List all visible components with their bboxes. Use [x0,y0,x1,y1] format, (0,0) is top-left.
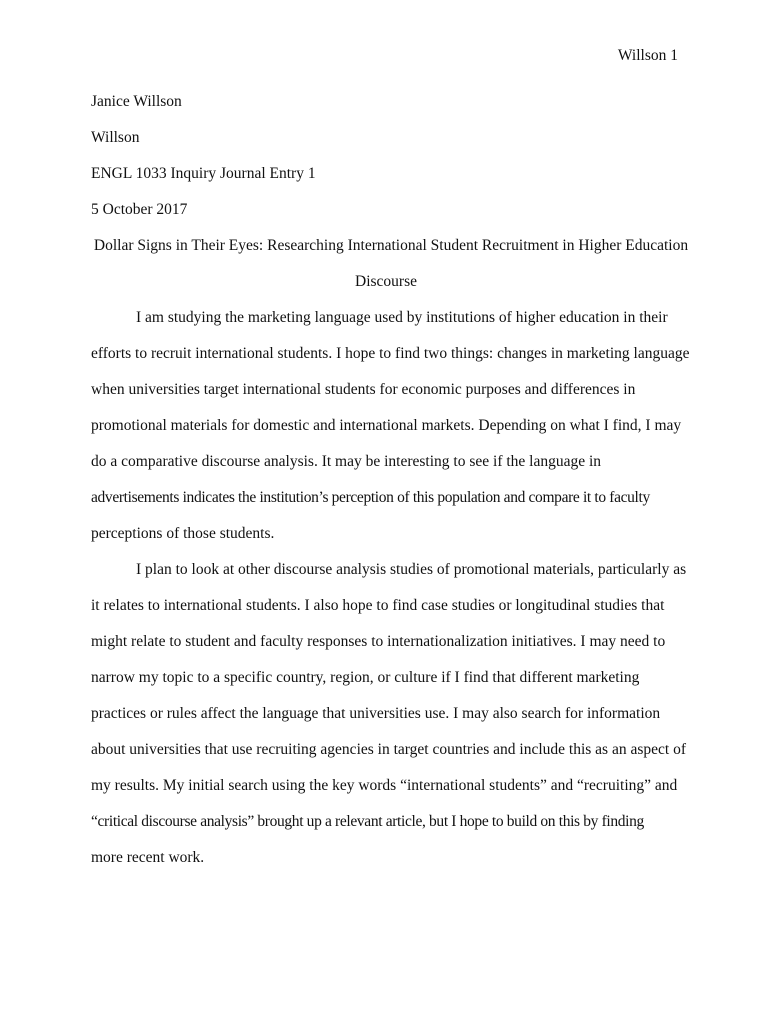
course-name: ENGL 1033 Inquiry Journal Entry 1 [91,165,316,182]
paragraph-line: advertisements indicates the institution’s perception of this population and compare it to faculty [91,489,650,506]
paragraph-line: perceptions of those students. [91,525,275,542]
paragraph-line: my results. My initial search using the key words “international students” and “recruiting” and [91,777,678,794]
running-head: Willson 1 [617,47,678,64]
document-title-line-2: Discourse [355,273,417,290]
author-name: Janice Willson [91,93,182,110]
document-body [91,84,690,876]
paragraph-line: practices or rules affect the language that universities use. I may also search for information [91,705,661,722]
paragraph-line: might relate to student and faculty responses to internationalization initiatives. I may need to [91,633,666,650]
paragraph-1 [91,300,690,552]
instructor-name: Willson [91,129,140,146]
paragraph-2 [91,552,687,876]
paragraph-line: do a comparative discourse analysis. It may be interesting to see if the language in [91,453,602,470]
document-date: 5 October 2017 [91,201,188,218]
paragraph-line: it relates to international students. I also hope to find case studies or longitudinal studies that [91,597,665,614]
paragraph-line: “critical discourse analysis” brought up a relevant article, but I hope to build on this by finding [91,813,644,830]
paragraph-line: I am studying the marketing language used by institutions of higher education in their [136,309,668,326]
paragraph-line: more recent work. [91,849,205,866]
paragraph-line: narrow my topic to a specific country, region, or culture if I find that different marketing [91,669,640,686]
paragraph-line: I plan to look at other discourse analysis studies of promotional materials, particularly as [136,561,687,578]
paragraph-line: about universities that use recruiting agencies in target countries and include this as an aspect of [91,741,686,758]
document-title-line-1: Dollar Signs in Their Eyes: Researching International Student Recruitment in Higher Education [93,237,689,254]
paragraph-line: efforts to recruit international students. I hope to find two things: changes in marketing language [91,345,690,362]
paragraph-line: promotional materials for domestic and international markets. Depending on what I find, I may [91,417,682,434]
paragraph-line: when universities target international students for economic purposes and differences in [91,381,636,398]
